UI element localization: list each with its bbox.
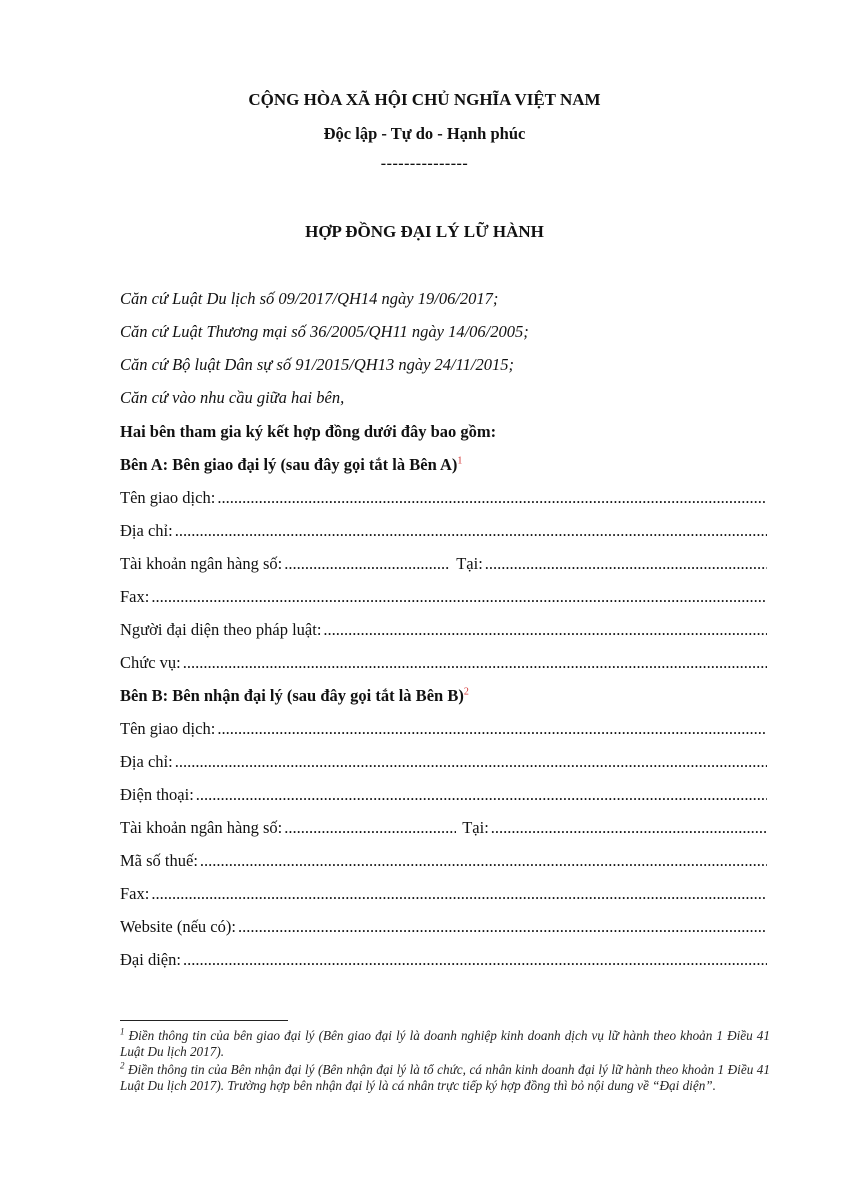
party-b-website-label: Website (nếu có): (120, 917, 236, 936)
fill-line[interactable] (323, 619, 767, 641)
party-b-heading-text: Bên B: Bên nhận đại lý (sau đây gọi tắt là Bên B) (120, 686, 464, 705)
party-b-bank-at-label: Tại: (462, 818, 489, 837)
party-a-heading (120, 454, 767, 476)
fill-line[interactable] (284, 817, 456, 839)
party-b-tax-label: Mã số thuế: (120, 851, 198, 870)
national-title: CỘNG HÒA XÃ HỘI CHỦ NGHĨA VIỆT NAM (248, 90, 601, 109)
party-b-website-field[interactable] (120, 916, 767, 938)
footnote-1-text: Điền thông tin của bên giao đại lý (Bên giao đại lý là doanh nghiệp kinh doanh dịch vụ lữ hành theo khoản 1 Điều 41 Luật Du lịch 2017). (120, 1028, 770, 1059)
footnote-ref-1[interactable]: 1 (457, 455, 463, 467)
fill-line[interactable] (217, 718, 767, 740)
party-a-name-field[interactable] (120, 487, 767, 509)
fill-line[interactable] (284, 553, 450, 575)
footnote-divider (120, 1020, 288, 1021)
legal-basis-2: Căn cứ Luật Thương mại số 36/2005/QH11 ngày 14/06/2005; (120, 322, 529, 341)
party-b-rep-field[interactable] (120, 949, 767, 971)
fill-line[interactable] (175, 751, 767, 773)
fill-line[interactable] (151, 883, 767, 905)
legal-basis-3: Căn cứ Bộ luật Dân sự số 91/2015/QH13 ngày 24/11/2015; (120, 355, 514, 374)
party-b-bank-field[interactable] (120, 817, 767, 839)
fill-line[interactable] (183, 949, 767, 971)
fill-line[interactable] (200, 850, 767, 872)
footnote-1 (120, 1028, 770, 1060)
party-a-bank-field[interactable] (120, 553, 767, 575)
footnote-ref-2[interactable]: 2 (463, 686, 469, 698)
party-b-fax-label: Fax: (120, 884, 150, 903)
fill-line[interactable] (485, 553, 767, 575)
legal-basis-1: Căn cứ Luật Du lịch số 09/2017/QH14 ngày 19/06/2017; (120, 289, 499, 308)
party-a-bank-label: Tài khoản ngân hàng số: (120, 554, 283, 573)
party-a-position-field[interactable] (120, 652, 767, 674)
party-b-bank-label: Tài khoản ngân hàng số: (120, 818, 283, 837)
party-a-fax-label: Fax: (120, 587, 150, 606)
party-a-bank-at-label: Tại: (456, 554, 483, 573)
header-separator: --------------- (380, 155, 469, 172)
fill-line[interactable] (175, 520, 767, 542)
party-a-address-field[interactable] (120, 520, 767, 542)
party-b-phone-label: Điện thoại: (120, 785, 194, 804)
fill-line[interactable] (183, 652, 767, 674)
fill-line[interactable] (196, 784, 767, 806)
fill-line[interactable] (217, 487, 767, 509)
party-a-position-label: Chức vụ: (120, 653, 181, 672)
footnote-2-number: 2 (120, 1060, 125, 1071)
national-motto: Độc lập - Tự do - Hạnh phúc (323, 124, 526, 143)
party-b-address-field[interactable] (120, 751, 767, 773)
party-a-name-label: Tên giao dịch: (120, 488, 216, 507)
party-b-tax-field[interactable] (120, 850, 767, 872)
footnote-2-text: Điền thông tin của Bên nhận đại lý (Bên nhận đại lý là tổ chức, cá nhân kinh doanh đại lý lữ hành theo khoản 1 Điều 41 Luật Du lịch 2017). Trường hợp bên nhận đại lý là cá nhân trực tiếp ký hợp đồng thì bỏ nội dung về “Đại diện”. (120, 1062, 770, 1093)
contract-title: HỢP ĐỒNG ĐẠI LÝ LỮ HÀNH (305, 222, 544, 241)
party-a-fax-field[interactable] (120, 586, 767, 608)
party-b-heading (120, 685, 767, 707)
party-b-rep-label: Đại diện: (120, 950, 181, 969)
footnote-1-number: 1 (120, 1026, 125, 1037)
footnote-2 (120, 1062, 770, 1094)
fill-line[interactable] (238, 916, 767, 938)
fill-line[interactable] (151, 586, 767, 608)
party-b-phone-field[interactable] (120, 784, 767, 806)
party-b-name-label: Tên giao dịch: (120, 719, 216, 738)
parties-intro: Hai bên tham gia ký kết hợp đồng dưới đây bao gồm: (120, 422, 497, 441)
party-b-address-label: Địa chỉ: (120, 752, 173, 771)
party-a-address-label: Địa chỉ: (120, 521, 173, 540)
party-b-fax-field[interactable] (120, 883, 767, 905)
party-a-rep-field[interactable] (120, 619, 767, 641)
party-a-rep-label: Người đại diện theo pháp luật: (120, 620, 322, 639)
fill-line[interactable] (491, 817, 767, 839)
party-a-heading-text: Bên A: Bên giao đại lý (sau đây gọi tắt là Bên A) (120, 455, 458, 474)
party-b-name-field[interactable] (120, 718, 767, 740)
legal-basis-4: Căn cứ vào nhu cầu giữa hai bên, (120, 388, 345, 407)
